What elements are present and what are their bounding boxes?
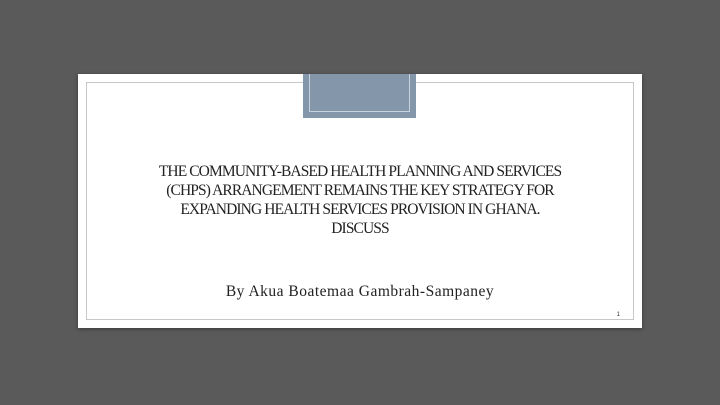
title-slide[interactable]	[78, 74, 642, 328]
slide-title: THE COMMUNITY-BASED HEALTH PLANNING AND SERVICES (CHPS) ARRANGEMENT REMAINS THE KEY STRATEGY FOR EXPANDING HEALTH SERVICES PROVISION IN GHANA. DISCUSS	[158, 163, 562, 237]
slide-page-number: 1	[616, 312, 620, 318]
accent-tab-inner-frame	[309, 74, 410, 112]
accent-tab	[303, 74, 416, 118]
slide-author: By Akua Boatemaa Gambrah-Sampaney	[225, 283, 495, 300]
